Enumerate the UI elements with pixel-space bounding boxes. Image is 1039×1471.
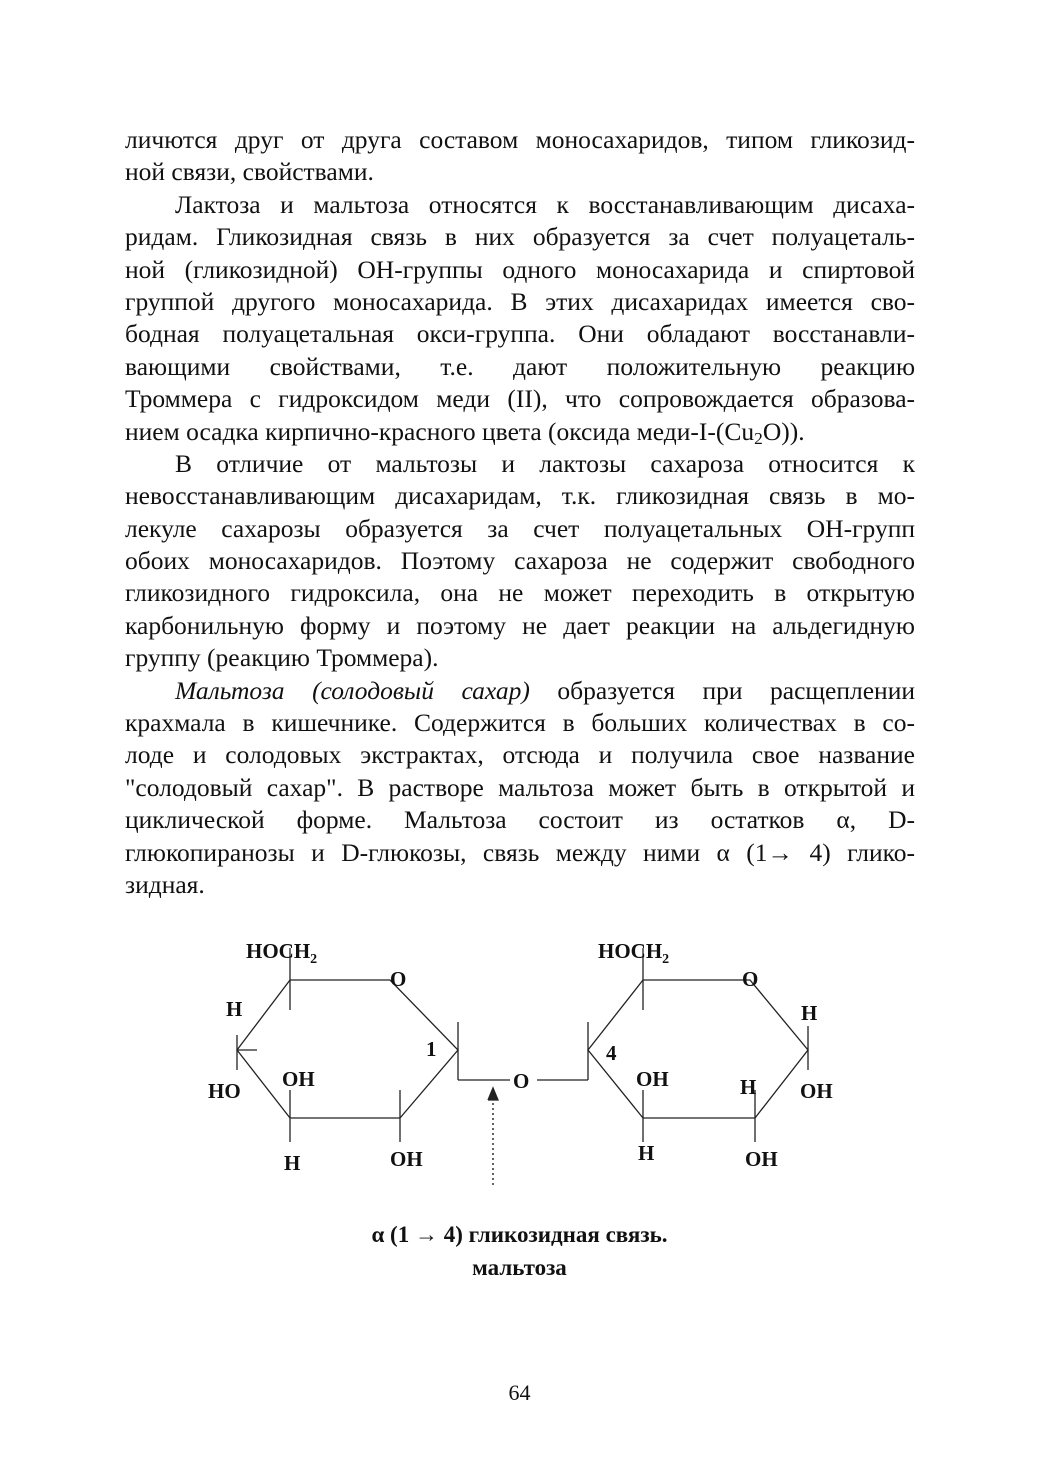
left-ch2oh-text: HOCH — [246, 939, 311, 963]
right-ch2oh-label — [598, 939, 669, 967]
text-line: Троммера с гидроксидом меди (II), что сопровождается образова- — [125, 384, 915, 414]
text-line: карбонильную форму и поэтому не дает реакции на альдегидную — [125, 610, 915, 640]
text-line: бодная полуацетальная окси-группа. Они обладают восстанавли- — [125, 319, 915, 349]
text-line: Лактоза и мальтоза относятся к восстанавливающим дисаха- — [175, 189, 915, 219]
right-oh-lower-label: OH — [745, 1147, 778, 1171]
text-line: лоде и солодовых экстрактах, отсюда и получила свое название — [125, 740, 915, 770]
glycosidic-bridge — [458, 1069, 588, 1185]
text-line: группой другого моносахарида. В этих дисахаридах имеется сво- — [125, 286, 915, 316]
text-line: группу (реакцию Троммера). — [125, 643, 439, 673]
bond-pointer-arrow-head — [488, 1088, 498, 1100]
right-oh-label: OH — [800, 1079, 833, 1103]
text-line: В отличие от мальтозы и лактозы сахароза относится к — [175, 448, 915, 478]
text-line: глюкопиранозы и D-глюкозы, связь между ними α (1→ 4) глико- — [125, 837, 915, 867]
text-line: гликозидного гидроксила, она не может переходить в открытую — [125, 578, 915, 608]
right-h-label: H — [801, 1001, 818, 1025]
right-c4-number-label: 4 — [606, 1041, 617, 1065]
left-oh-inner-label: OH — [282, 1067, 315, 1091]
right-oh-inner-label: OH — [636, 1067, 669, 1091]
left-ch2oh-sub: 2 — [310, 952, 318, 967]
right-ring-oxygen-label: O — [742, 967, 759, 991]
bridge-oxygen-label: O — [513, 1069, 530, 1093]
text-line: зидная. — [125, 869, 205, 899]
right-ring-outline — [588, 980, 808, 1118]
right-h-mid-label: H — [740, 1075, 757, 1099]
text-line: вающими свойствами, т.е. дают положительную реакцию — [125, 351, 915, 381]
text-line: личются друг от друга составом моносахаридов, типом гликозид- — [125, 125, 915, 154]
text-line: ной (гликозидной) ОН-группы одного моносахарида и спиртовой — [125, 254, 915, 284]
text-line: циклической форме. Мальтоза состоит из остатков α, D- — [125, 805, 915, 835]
right-ch2oh-sub: 2 — [662, 952, 670, 967]
text-line: ридам. Гликозидная связь в них образуется за счет полуацеталь- — [125, 222, 915, 252]
paragraph-4 — [125, 675, 915, 902]
text-line: ной связи, свойствами. — [125, 157, 374, 187]
text-fragment: O)). — [762, 416, 805, 446]
paragraph-3 — [125, 448, 915, 675]
left-c1-number-label: 1 — [426, 1037, 437, 1061]
left-ring-outline — [237, 980, 458, 1118]
left-ch2oh-label — [246, 939, 317, 967]
text-line: обоих моносахаридов. Поэтому сахароза не содержит свободного — [125, 546, 915, 576]
left-h-upper-label: H — [226, 997, 243, 1021]
left-ring-oxygen-label: O — [390, 967, 407, 991]
right-glucose-ring — [588, 939, 833, 1171]
text-line: крахмала в кишечнике. Содержится в больших количествах в со- — [125, 708, 915, 738]
text-line — [125, 675, 915, 707]
left-h-lower-label: H — [284, 1151, 301, 1175]
text-fragment: нием осадка кирпично-красного цвета (оксида меди-I-(Cu — [125, 416, 755, 446]
figure-caption-title: α (1 → 4) гликозидная связь. — [371, 1222, 668, 1247]
page-number: 64 — [508, 1380, 531, 1405]
text-line: "солодовый сахар". В растворе мальтоза может быть в открытой и — [125, 772, 915, 802]
text-fragment: образуется при расщеплении — [529, 675, 915, 705]
figure-caption-name: мальтоза — [472, 1255, 567, 1280]
text-line — [125, 416, 915, 448]
italic-term: Мальтоза (солодовый сахар) — [175, 675, 530, 705]
paragraph-2 — [125, 189, 915, 448]
left-glucose-ring — [208, 939, 458, 1175]
maltose-structure-diagram — [0, 920, 1039, 1210]
right-h-lower-label: H — [638, 1141, 655, 1165]
paragraph-1 — [125, 124, 915, 189]
body-text — [125, 124, 915, 901]
left-ho-label: HO — [208, 1079, 241, 1103]
text-line: лекуле сахарозы образуется за счет полуацетальных ОН-групп — [125, 513, 915, 543]
right-ch2oh-text: HOCH — [598, 939, 663, 963]
text-line: невосстанавливающим дисахаридам, т.к. гликозидная связь в мо- — [125, 481, 915, 511]
left-oh-lower-label: OH — [390, 1147, 423, 1171]
subscript: 2 — [754, 428, 763, 448]
